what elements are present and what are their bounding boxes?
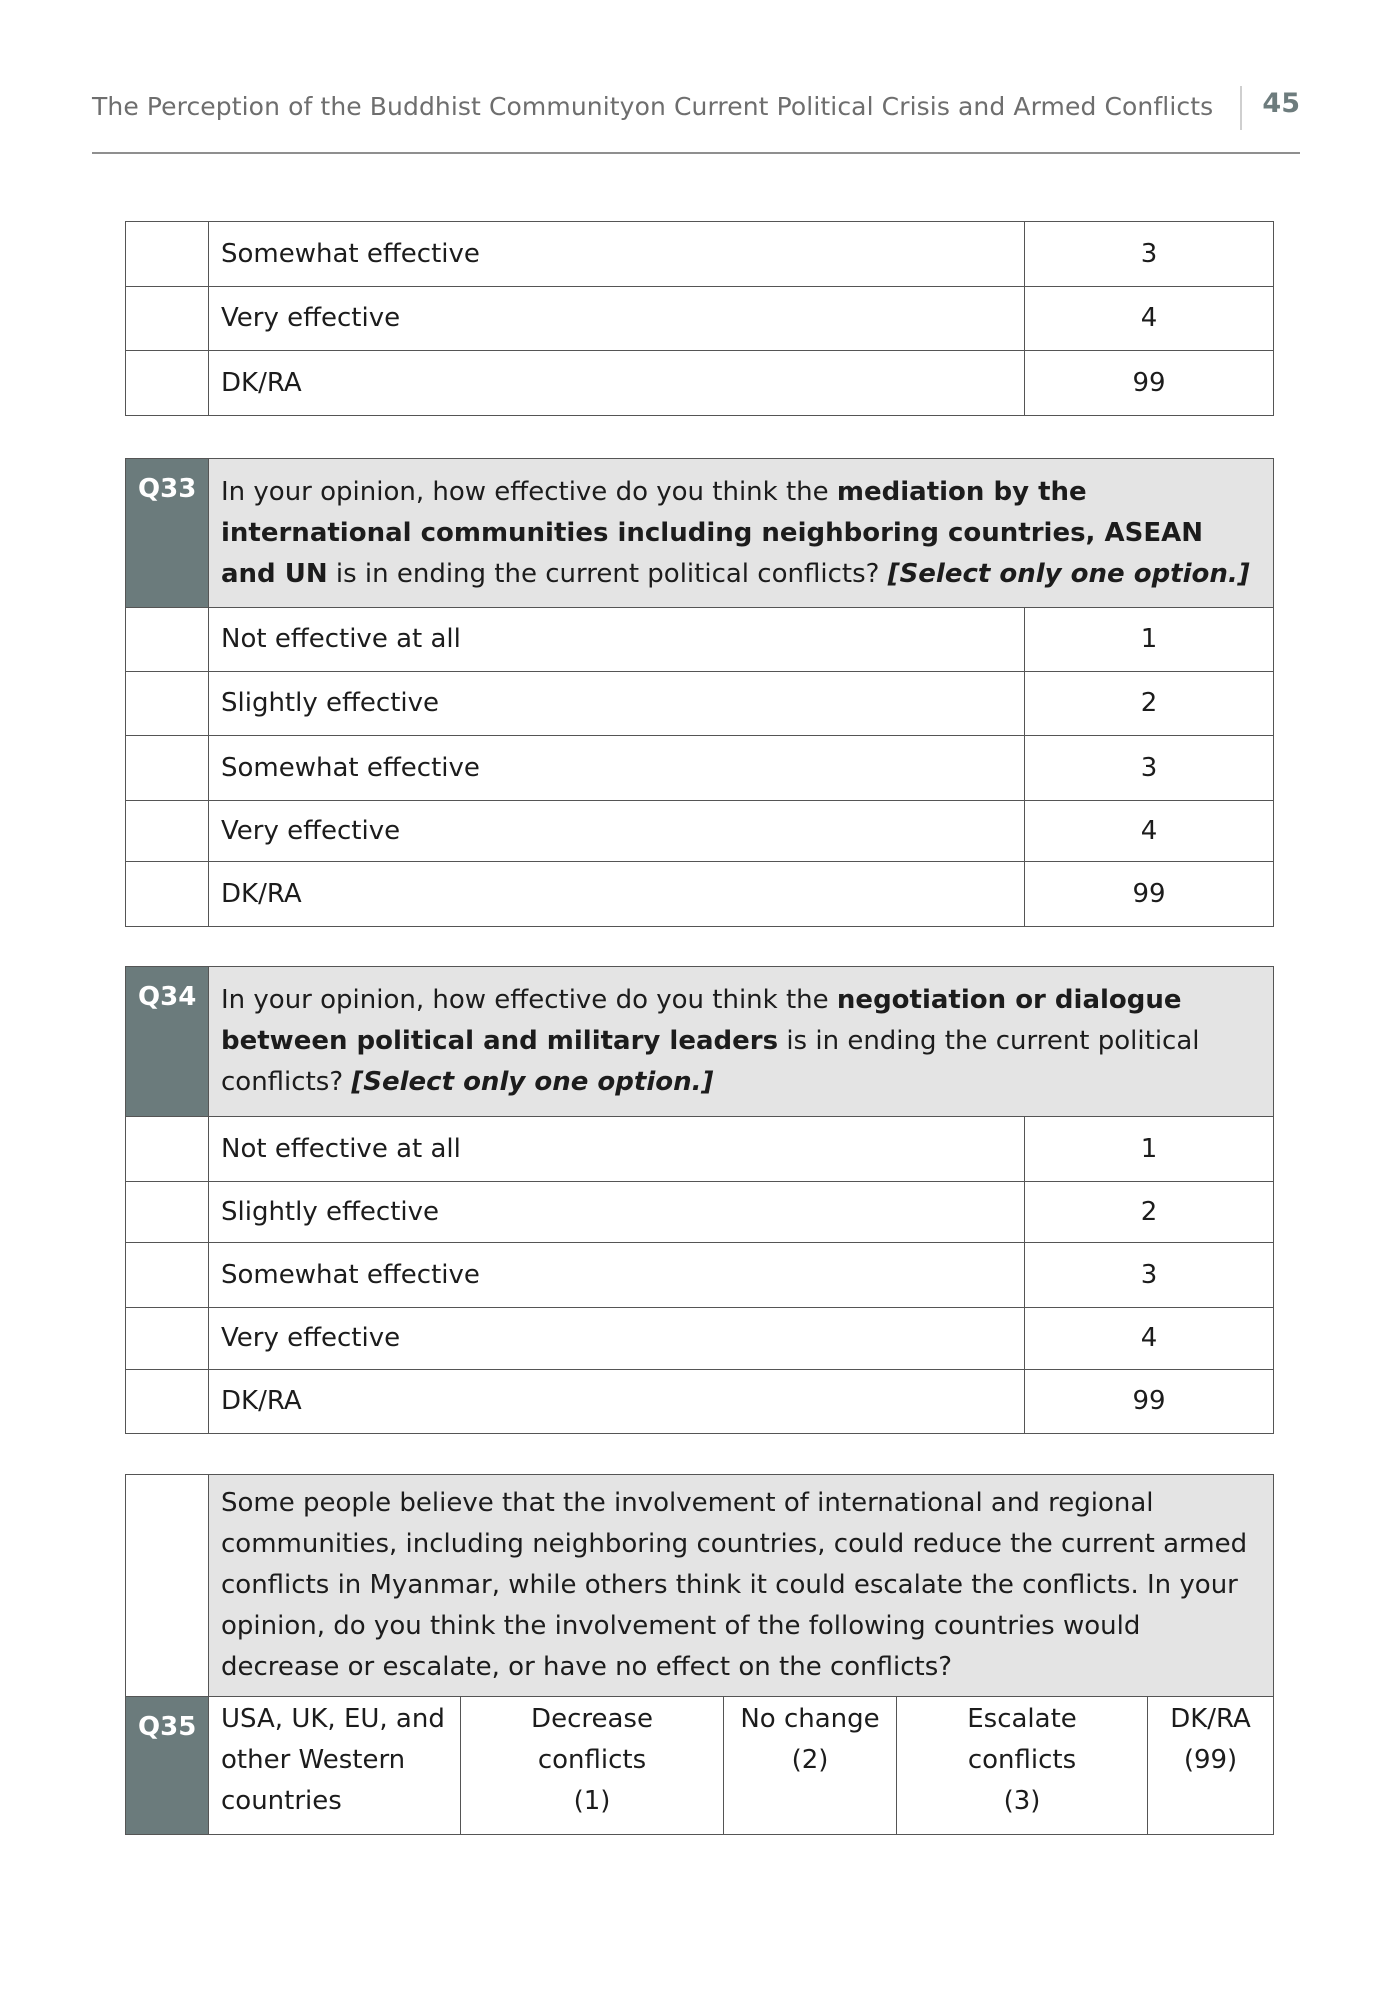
- option-row: [126, 608, 1274, 672]
- blank-cell: [126, 287, 209, 351]
- option-label: Very effective: [209, 1308, 1025, 1370]
- question-instruction: [Select only one option.]: [887, 558, 1250, 589]
- question-row: [126, 1475, 1274, 1697]
- option-label: Somewhat effective: [209, 736, 1025, 801]
- blank-cell: [126, 222, 209, 287]
- question-text-part: is in ending the current political conflicts?: [327, 558, 888, 589]
- question-text-emphasis: mediation by the international communities including neighboring countries, ASEAN and UN: [221, 476, 1203, 589]
- blank-cell: [126, 1243, 209, 1308]
- option-row: [126, 1182, 1274, 1243]
- continued-options-table: [125, 221, 1274, 416]
- option-row: [126, 222, 1274, 287]
- country-group-label: USA, UK, EU, and other Western countries: [209, 1697, 461, 1835]
- question-id: Q35: [126, 1697, 209, 1835]
- option-row: [126, 1370, 1274, 1434]
- option-row: [126, 736, 1274, 801]
- question-text-emphasis: negotiation or dialogue between political and military leaders: [221, 985, 1182, 1056]
- answer-option-decrease: [461, 1697, 724, 1835]
- blank-cell: [126, 672, 209, 736]
- option-row: [126, 287, 1274, 351]
- option-row: [126, 1308, 1274, 1370]
- option-label: Not effective at all: [209, 608, 1025, 672]
- answer-option-code: (99): [1183, 1745, 1238, 1775]
- option-label: DK/RA: [209, 1370, 1025, 1434]
- option-code: 1: [1025, 608, 1274, 672]
- option-row: [126, 862, 1274, 927]
- option-row: [126, 1117, 1274, 1182]
- answer-option-label: No change: [740, 1704, 880, 1734]
- option-code: 3: [1025, 736, 1274, 801]
- blank-cell: [126, 1117, 209, 1182]
- option-code: 99: [1025, 351, 1274, 416]
- blank-cell: [126, 1308, 209, 1370]
- question-id: Q33: [126, 459, 209, 608]
- question-row: [126, 967, 1274, 1117]
- blank-cell: [126, 801, 209, 862]
- question-text-part: In your opinion, how effective do you think the: [221, 476, 837, 507]
- question-text-part: In your opinion, how effective do you think the: [221, 985, 837, 1015]
- answer-option-label: Escalate conflicts: [967, 1704, 1077, 1775]
- answer-option-escalate: [897, 1697, 1148, 1835]
- q33-table: [125, 458, 1274, 927]
- option-label: Not effective at all: [209, 1117, 1025, 1182]
- question-text-part: is in ending the current political conflicts?: [221, 1026, 1200, 1097]
- option-label: Somewhat effective: [209, 222, 1025, 287]
- question-text: [209, 459, 1274, 608]
- option-code: 99: [1025, 862, 1274, 927]
- option-label: Slightly effective: [209, 672, 1025, 736]
- matrix-row: [126, 1697, 1274, 1835]
- option-code: 4: [1025, 287, 1274, 351]
- option-code: 4: [1025, 1308, 1274, 1370]
- blank-cell: [126, 1475, 209, 1697]
- option-label: Very effective: [209, 287, 1025, 351]
- question-row: [126, 459, 1274, 608]
- option-row: [126, 351, 1274, 416]
- option-code: 1: [1025, 1117, 1274, 1182]
- option-row: [126, 672, 1274, 736]
- answer-option-no-change: [724, 1697, 897, 1835]
- option-code: 99: [1025, 1370, 1274, 1434]
- option-row: [126, 1243, 1274, 1308]
- blank-cell: [126, 862, 209, 927]
- option-row: [126, 801, 1274, 862]
- answer-option-label: Decrease conflicts: [531, 1704, 653, 1775]
- option-label: Very effective: [209, 801, 1025, 862]
- option-code: 3: [1025, 1243, 1274, 1308]
- question-id: Q34: [126, 967, 209, 1117]
- header-divider: [1240, 86, 1242, 130]
- blank-cell: [126, 608, 209, 672]
- page-header: [92, 88, 1300, 154]
- page-number: 45: [1262, 88, 1300, 119]
- option-label: Slightly effective: [209, 1182, 1025, 1243]
- blank-cell: [126, 1370, 209, 1434]
- option-code: 2: [1025, 1182, 1274, 1243]
- answer-option-label: DK/RA: [1170, 1704, 1251, 1734]
- blank-cell: [126, 736, 209, 801]
- question-text: [209, 967, 1274, 1117]
- answer-option-code: (3): [1003, 1786, 1041, 1816]
- option-code: 4: [1025, 801, 1274, 862]
- blank-cell: [126, 1182, 209, 1243]
- q34-table: [125, 966, 1274, 1434]
- question-instruction: [Select only one option.]: [351, 1067, 714, 1097]
- option-label: DK/RA: [209, 862, 1025, 927]
- question-intro: Some people believe that the involvement of international and regional communities, including neighboring countries, could reduce the current armed conflicts in Myanmar, while others think it could escalate the conflicts. In your opinion, do you think the involvement of the following countries would decrease or escalate, or have no effect on the conflicts?: [209, 1475, 1274, 1697]
- option-code: 3: [1025, 222, 1274, 287]
- answer-option-code: (1): [573, 1786, 611, 1816]
- q35-table: [125, 1474, 1274, 1835]
- answer-option-dkra: [1148, 1697, 1274, 1835]
- blank-cell: [126, 351, 209, 416]
- option-code: 2: [1025, 672, 1274, 736]
- option-label: DK/RA: [209, 351, 1025, 416]
- option-label: Somewhat effective: [209, 1243, 1025, 1308]
- answer-option-code: (2): [791, 1745, 829, 1775]
- running-title: The Perception of the Buddhist Communityon Current Political Crisis and Armed Conflicts: [92, 92, 1214, 121]
